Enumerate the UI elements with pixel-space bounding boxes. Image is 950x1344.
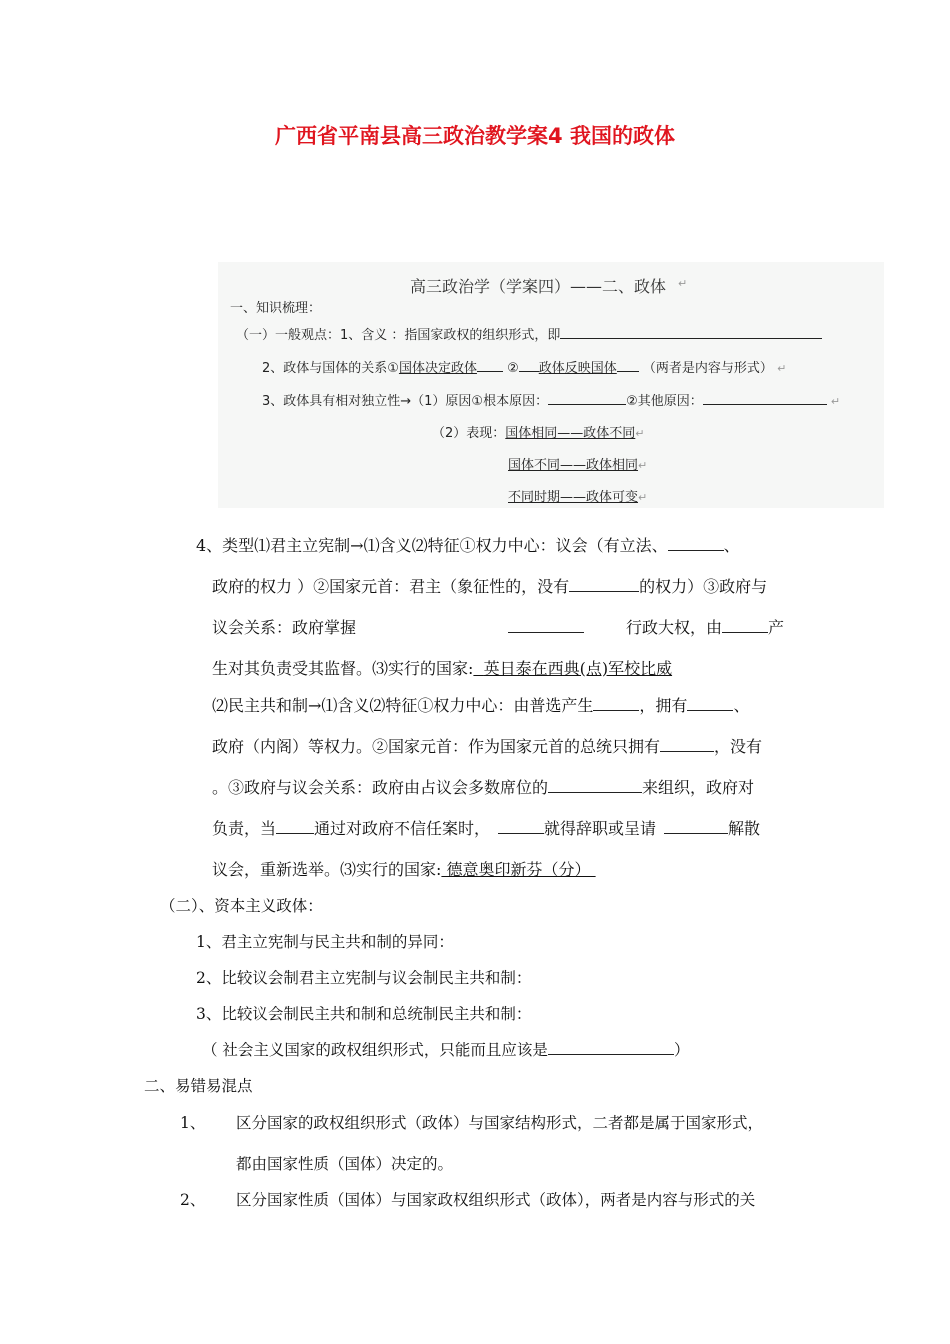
blank — [722, 618, 768, 633]
scan-line-5-answer: 国体不同——政体相同 — [508, 458, 639, 473]
type-line-8 — [212, 816, 760, 839]
scan-line-2-note: （两者是内容与形式） — [642, 361, 773, 376]
blank — [703, 390, 827, 405]
type-line-6 — [212, 734, 762, 757]
scan-line-3 — [262, 390, 840, 409]
blank — [569, 577, 639, 592]
type-line-6-text: 政府（内阁）等权力。②国家元首：作为国家元首的总统只拥有 — [212, 737, 661, 756]
scan-line-5 — [508, 454, 647, 473]
scan-line-2 — [262, 357, 786, 376]
question-4-text: （ 社会主义国家的政权组织形式，只能而且应该是 — [202, 1041, 548, 1059]
question-4-end: ） — [673, 1041, 690, 1059]
scan-title: 高三政治学（学案四）——二、政体 — [410, 277, 667, 296]
section-common-mistakes: 二、易错易混点 — [144, 1077, 253, 1095]
blank — [687, 696, 733, 711]
scan-line-2-answer-2: 政体反映国体 — [538, 361, 617, 376]
type-line-8-end: 解散 — [728, 819, 761, 838]
type-line-1 — [196, 533, 740, 556]
type-line-7 — [212, 775, 754, 798]
return-mark: ↵ — [638, 491, 648, 504]
scan-line-2-mid: ② — [507, 361, 519, 376]
countries-answer-2: 德意奥印新芬（分） — [446, 860, 591, 879]
type-line-9 — [212, 857, 596, 880]
scan-line-1 — [236, 324, 822, 343]
mistake-1-text: 区分国家的政权组织形式（政体）与国家结构形式，二者都是属于国家形式， — [236, 1114, 764, 1132]
document-title: 广西省平南县高三政治教学案4 我国的政体 — [275, 124, 675, 148]
blank — [548, 778, 642, 793]
section-capitalist-polity: （二）、资本主义政体： — [160, 897, 323, 915]
type-line-7-text: 。③政府与议会关系：政府由占议会多数席位的 — [212, 778, 549, 797]
type-line-1-text: 4、类型⑴君主立宪制→⑴含义⑵特征①权力中心：议会（有立法、 — [196, 536, 668, 555]
scan-line-4 — [432, 422, 645, 441]
return-mark: ↵ — [777, 362, 787, 375]
question-2: 2、比较议会制君主立宪制与议会制民主共和制： — [196, 969, 532, 987]
blank — [508, 618, 584, 633]
type-line-8-mid1: 通过对政府不信任案时， — [314, 819, 491, 838]
type-line-5-mid: ，拥有 — [639, 696, 688, 715]
type-line-1-end: 、 — [723, 536, 740, 555]
type-line-5-end: 、 — [733, 696, 750, 715]
scan-line-3-mid: ②其他原因： — [626, 394, 703, 409]
scan-heading-knowledge: 一、知识梳理： — [230, 301, 322, 316]
return-mark: ↵ — [678, 277, 688, 290]
type-line-5 — [212, 693, 749, 716]
blank — [519, 357, 539, 372]
blank — [660, 737, 714, 752]
blank — [593, 696, 639, 711]
blank — [477, 357, 503, 372]
mistake-1-text-cont: 都由国家性质（国体）决定的。 — [236, 1155, 454, 1173]
return-mark: ↵ — [830, 395, 841, 408]
type-line-2 — [212, 574, 767, 597]
type-line-2-end: 的权力）③政府与 — [639, 577, 768, 596]
blank — [498, 819, 544, 834]
type-line-8-mid2: 就得辞职或呈请 — [544, 819, 657, 838]
countries-answer: 英日泰在西典(点)军校比威 — [483, 659, 673, 678]
scan-line-2-answer-1: 国体决定政体 — [398, 361, 477, 376]
type-line-9-text: 议会，重新选举。⑶实行的国家: — [212, 860, 442, 879]
type-line-4 — [212, 656, 672, 679]
blank — [617, 357, 639, 372]
scan-line-4-answer: 国体相同——政体不同 — [505, 426, 636, 441]
question-1: 1、君主立宪制与民主共和制的异同： — [196, 933, 454, 951]
type-line-4-answer — [473, 659, 672, 678]
blank — [276, 819, 314, 834]
mistake-2-number: 2、 — [180, 1191, 206, 1209]
type-line-8-text: 负责，当 — [212, 819, 277, 838]
type-line-3-end: 产 — [768, 618, 785, 637]
blank — [668, 536, 724, 551]
scan-line-2-text: 2、政体与国体的关系① — [262, 361, 399, 376]
type-line-6-end: ，没有 — [714, 737, 763, 756]
type-line-4-text: 生对其负责受其监督。⑶实行的国家: — [212, 659, 474, 678]
question-3: 3、比较议会制民主共和制和总统制民主共和制： — [196, 1005, 532, 1023]
question-4 — [202, 1038, 689, 1060]
blank — [548, 1040, 674, 1055]
blank — [548, 390, 626, 405]
type-line-9-answer — [441, 860, 595, 879]
type-line-3-text: 议会关系：政府掌握 — [212, 618, 357, 637]
scan-line-3-text: 3、政体具有相对独立性→（1）原因①根本原因： — [262, 394, 549, 409]
type-line-7-end: 来组织，政府对 — [642, 778, 755, 797]
scan-line-1-text: （一）一般观点：1、含义 ：指国家政权的组织形式，即 — [236, 328, 561, 343]
mistake-1-number: 1、 — [180, 1114, 206, 1132]
scan-line-6 — [508, 486, 647, 505]
mistake-2-text: 区分国家性质（国体）与国家政权组织形式（政体），两者是内容与形式的关 — [236, 1191, 756, 1209]
blank — [560, 324, 822, 339]
type-line-5-text: ⑵民主共和制→⑴含义⑵特征①权力中心：由普选产生 — [212, 696, 594, 715]
return-mark: ↵ — [638, 459, 648, 472]
type-line-2-text: 政府的权力 ）②国家元首：君主（象征性的，没有 — [212, 577, 570, 596]
type-line-3 — [212, 615, 784, 638]
scan-line-6-answer: 不同时期——政体可变 — [508, 490, 639, 505]
scanned-worksheet-image — [218, 262, 884, 508]
return-mark: ↵ — [635, 427, 645, 440]
scan-line-4-text: （2）表现： — [432, 426, 506, 441]
blank — [664, 819, 728, 834]
type-line-3-mid: 行政大权，由 — [626, 618, 723, 637]
